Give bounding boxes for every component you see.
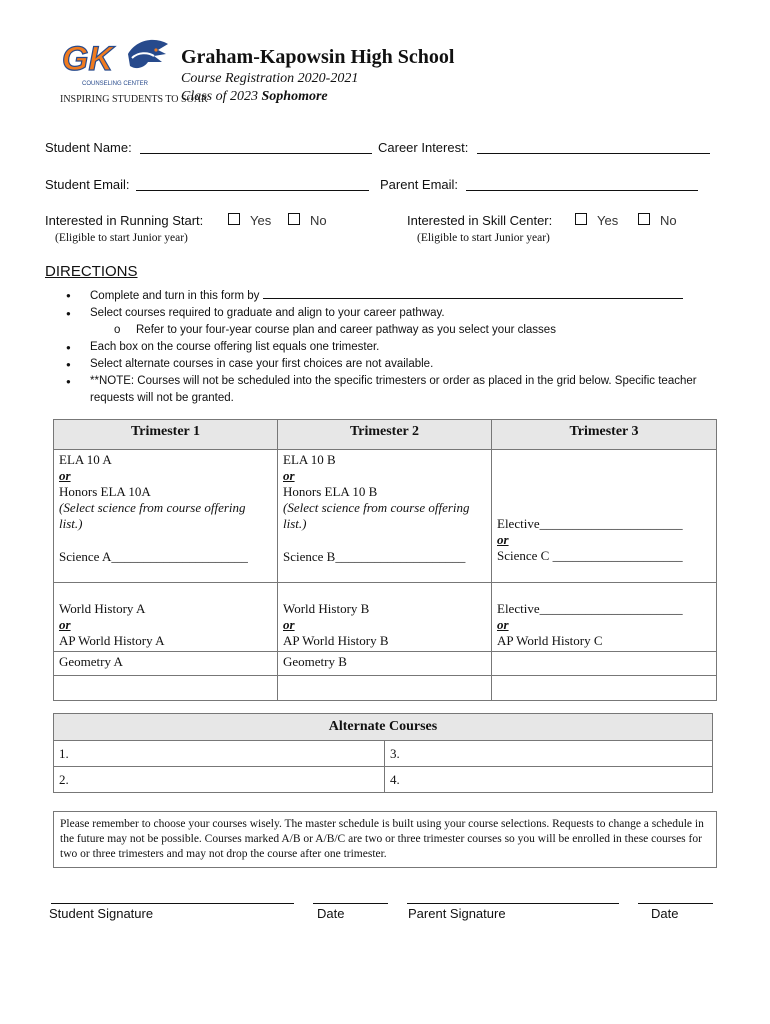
skill-center-no-checkbox[interactable]: [638, 213, 650, 225]
course-ap-world-history: AP World History A: [59, 633, 165, 648]
trimester-3-header: Trimester 3: [492, 420, 717, 450]
grid-cell[interactable]: [492, 652, 717, 676]
running-start-note: (Eligible to start Junior year): [55, 232, 188, 244]
student-name-field[interactable]: [140, 153, 372, 154]
course-ela: ELA 10 A: [59, 452, 112, 467]
student-signature-label: Student Signature: [49, 906, 154, 921]
direction-item: ● Select courses required to graduate and align to your career pathway.: [66, 305, 726, 322]
course-science: Science A_____________________: [59, 549, 248, 564]
alternate-slot-4[interactable]: 4.: [385, 767, 713, 793]
or-label: or: [59, 468, 71, 483]
alternate-courses-header: Alternate Courses: [54, 714, 713, 741]
grid-cell[interactable]: [492, 676, 717, 701]
school-name: Graham-Kapowsin High School: [181, 46, 455, 68]
parent-signature-line[interactable]: [407, 903, 619, 904]
logo-letters: GK: [62, 40, 113, 78]
logo-caption: COUNSELING CENTER: [82, 81, 149, 87]
grid-cell[interactable]: [492, 583, 717, 652]
direction-item: ● **NOTE: Courses will not be scheduled into the specific trimesters or order as placed in the grid below. Specific teacher requests will not be granted.: [66, 373, 726, 407]
course-ap-world-history: AP World History C: [497, 633, 603, 648]
parent-date-line[interactable]: [638, 903, 713, 904]
or-label: or: [59, 617, 71, 632]
direction-text: Complete and turn in this form by: [90, 290, 260, 302]
or-label: or: [497, 617, 509, 632]
course-science: Science C ____________________: [497, 548, 683, 563]
grid-cell[interactable]: [278, 676, 492, 701]
direction-subitem: o Refer to your four-year course plan and career pathway as you select your classes: [66, 322, 726, 339]
science-instruction: (Select science from course offering list.): [59, 500, 246, 531]
class-line: [181, 89, 328, 105]
or-label: or: [283, 617, 295, 632]
course-honors-ela: Honors ELA 10 B: [283, 484, 378, 499]
running-start-no-label: No: [310, 213, 327, 228]
student-date-line[interactable]: [313, 903, 388, 904]
alternate-courses-table: [53, 713, 713, 793]
directions-list: [66, 287, 726, 407]
grid-cell[interactable]: Geometry B: [278, 652, 492, 676]
grid-cell[interactable]: [54, 583, 278, 652]
or-label: or: [283, 468, 295, 483]
course-ap-world-history: AP World History B: [283, 633, 389, 648]
skill-center-yes-checkbox[interactable]: [575, 213, 587, 225]
alternate-slot-2[interactable]: 2.: [54, 767, 385, 793]
course-world-history: World History B: [283, 601, 370, 616]
student-date-label: Date: [317, 906, 345, 921]
student-signature-line[interactable]: [51, 903, 294, 904]
direction-item: [66, 287, 726, 305]
due-date-field[interactable]: [263, 287, 683, 299]
trimester-2-header: Trimester 2: [278, 420, 492, 450]
running-start-no-checkbox[interactable]: [288, 213, 300, 225]
course-honors-ela: Honors ELA 10A: [59, 484, 151, 499]
alternate-slot-3[interactable]: 3.: [385, 741, 713, 767]
course-ela: ELA 10 B: [283, 452, 336, 467]
skill-center-yes-label: Yes: [597, 213, 619, 228]
course-science: Science B____________________: [283, 549, 466, 564]
logo-tagline: INSPIRING STUDENTS TO SOAR: [60, 94, 208, 105]
class-year: Sophomore: [261, 89, 328, 104]
direction-item: ● Select alternate courses in case your first choices are not available.: [66, 356, 726, 373]
running-start-yes-checkbox[interactable]: [228, 213, 240, 225]
running-start-yes-label: Yes: [250, 213, 272, 228]
course-elective: Elective______________________: [497, 601, 683, 616]
career-interest-field[interactable]: [477, 153, 710, 154]
grid-cell[interactable]: [54, 450, 278, 583]
class-prefix: Class of 2023: [181, 89, 262, 104]
notice-box: Please remember to choose your courses wisely. The master schedule is built using your course selections. Requests to change a schedule in the future may not be possible. Courses marked A/B or A/B/C are two or three trimester courses so you will be enrolled in these courses for two or three trimesters and may not drop the course after one trimester.: [53, 811, 717, 868]
course-world-history: World History A: [59, 601, 146, 616]
grid-cell[interactable]: [278, 450, 492, 583]
skill-center-note: (Eligible to start Junior year): [417, 232, 550, 244]
parent-signature-label: Parent Signature: [408, 906, 506, 921]
parent-email-label: Parent Email:: [380, 177, 459, 192]
directions-heading: DIRECTIONS: [45, 263, 138, 280]
or-label: or: [497, 532, 509, 547]
skill-center-no-label: No: [660, 213, 677, 228]
course-grid: [53, 419, 717, 701]
grid-cell[interactable]: Geometry A: [54, 652, 278, 676]
form-subtitle: Course Registration 2020-2021: [181, 71, 359, 86]
student-email-label: Student Email:: [45, 177, 130, 192]
skill-center-label: Interested in Skill Center:: [407, 213, 553, 228]
trimester-1-header: Trimester 1: [54, 420, 278, 450]
parent-date-label: Date: [651, 906, 679, 921]
science-instruction: (Select science from course offering list.): [283, 500, 470, 531]
alternate-slot-1[interactable]: 1.: [54, 741, 385, 767]
running-start-label: Interested in Running Start:: [45, 213, 204, 228]
grid-cell[interactable]: [278, 583, 492, 652]
course-elective: Elective______________________: [497, 516, 683, 531]
career-interest-label: Career Interest:: [378, 140, 469, 155]
grid-cell[interactable]: [54, 676, 278, 701]
student-email-field[interactable]: [136, 190, 369, 191]
grid-cell[interactable]: [492, 450, 717, 583]
student-name-label: Student Name:: [45, 140, 132, 155]
school-logo: [58, 32, 208, 106]
parent-email-field[interactable]: [466, 190, 698, 191]
direction-item: ● Each box on the course offering list equals one trimester.: [66, 339, 726, 356]
